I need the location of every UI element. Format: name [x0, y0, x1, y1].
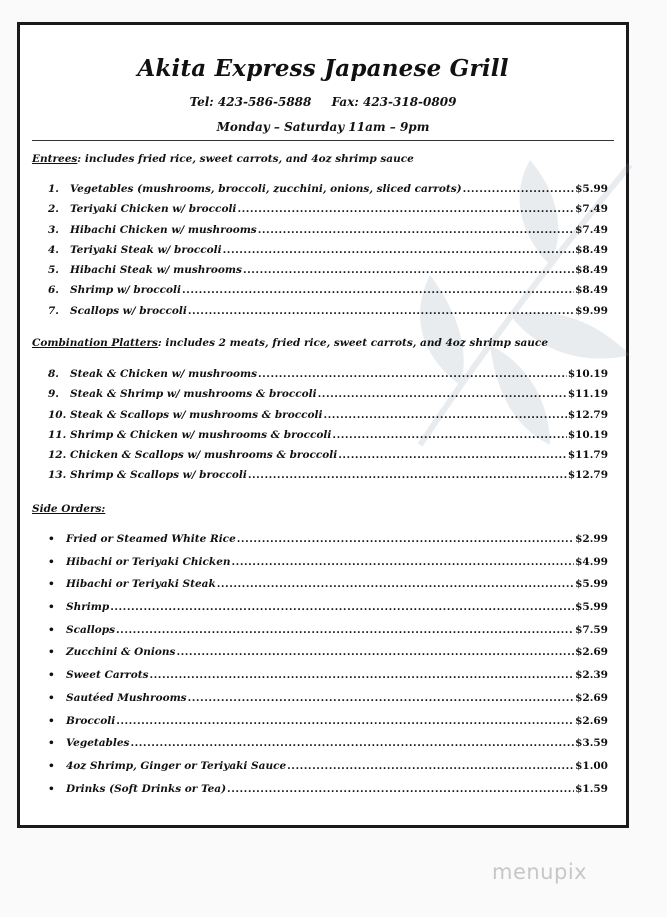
- item-price: $11.79: [567, 449, 608, 462]
- item-number: 11.: [48, 428, 67, 441]
- side-orders-label: Side Orders:: [32, 503, 106, 515]
- bullet-icon: •: [48, 691, 55, 704]
- side-order-item: [48, 646, 608, 669]
- leader-dots: [237, 203, 574, 215]
- leader-dots: [248, 469, 567, 481]
- item-name: Zucchini & Onions: [66, 646, 176, 659]
- leader-dots: [227, 783, 574, 795]
- item-number: 4.: [48, 243, 59, 256]
- entree-item: [48, 224, 608, 244]
- side-order-item: [48, 556, 608, 579]
- item-name: Hibachi Steak w/ mushrooms: [70, 264, 242, 277]
- item-name: Hibachi Chicken w/ mushrooms: [70, 223, 257, 236]
- bullet-icon: •: [48, 623, 55, 636]
- fax-number: Fax: 423-318-0809: [331, 95, 457, 109]
- menupix-watermark: menupix: [492, 860, 588, 884]
- leader-dots: [110, 601, 574, 613]
- bullet-icon: •: [48, 533, 55, 545]
- item-name: Fried or Steamed White Rice: [66, 533, 236, 545]
- item-price: $2.69: [575, 714, 608, 727]
- side-orders-list: [48, 533, 608, 805]
- leader-dots: [217, 578, 574, 590]
- item-price: $4.99: [575, 555, 608, 568]
- bullet-icon: •: [48, 782, 55, 795]
- item-price: $7.59: [575, 623, 608, 636]
- item-price: $9.99: [575, 304, 608, 317]
- side-order-item: [48, 715, 608, 738]
- side-order-item: [48, 533, 608, 556]
- leader-dots: [258, 224, 574, 236]
- item-name: Steak & Scallops w/ mushrooms & broccoli: [70, 408, 323, 421]
- item-price: $12.79: [567, 408, 608, 421]
- item-number: 6.: [48, 284, 59, 297]
- leader-dots: [258, 368, 567, 380]
- item-number: 12.: [48, 449, 67, 462]
- entrees-heading: [32, 153, 414, 165]
- side-order-item: [48, 601, 608, 624]
- item-name: Sautéed Mushrooms: [66, 691, 187, 704]
- item-price: $8.49: [575, 243, 608, 256]
- entree-item: [48, 264, 608, 284]
- entree-item: [48, 244, 608, 264]
- combination-platter-item: [48, 429, 608, 449]
- side-order-item: [48, 578, 608, 601]
- bullet-icon: •: [48, 759, 55, 772]
- leader-dots: [223, 244, 574, 256]
- combination-platter-item: [48, 469, 608, 489]
- item-name: 4oz Shrimp, Ginger or Teriyaki Sauce: [66, 759, 287, 772]
- bullet-icon: •: [48, 737, 55, 750]
- side-order-item: [48, 692, 608, 715]
- combination-platters-heading: [32, 337, 548, 349]
- leader-dots: [323, 409, 566, 421]
- leader-dots: [287, 760, 574, 772]
- item-number: 5.: [48, 264, 59, 277]
- item-price: $12.79: [567, 469, 608, 482]
- leader-dots: [116, 624, 574, 636]
- bullet-icon: •: [48, 646, 55, 659]
- item-price: $2.69: [575, 646, 608, 659]
- item-name: Scallops: [66, 623, 116, 636]
- item-price: $1.59: [575, 782, 608, 795]
- leader-dots: [463, 183, 575, 195]
- combination-platters-label: Combination Platters: [32, 337, 158, 349]
- item-price: $2.69: [575, 691, 608, 704]
- leader-dots: [116, 715, 574, 727]
- item-name: Chicken & Scallops w/ mushrooms & broccoli: [70, 449, 338, 462]
- item-price: $1.00: [575, 759, 608, 772]
- leader-dots: [188, 305, 574, 317]
- item-price: $3.59: [575, 737, 608, 750]
- item-number: 3.: [48, 223, 59, 236]
- entree-item: [48, 203, 608, 223]
- entree-item: [48, 183, 608, 203]
- side-order-item: [48, 783, 608, 806]
- item-name: Steak & Shrimp w/ mushrooms & broccoli: [70, 388, 317, 401]
- leader-dots: [237, 533, 574, 545]
- combination-platter-item: [48, 388, 608, 408]
- bullet-icon: •: [48, 555, 55, 568]
- item-name: Shrimp & Scallops w/ broccoli: [70, 469, 247, 482]
- combination-platters-description: : includes 2 meats, fried rice, sweet carrots, and 4oz shrimp sauce: [157, 337, 549, 349]
- item-price: $8.49: [575, 284, 608, 297]
- bullet-icon: •: [48, 714, 55, 727]
- leader-dots: [188, 692, 575, 704]
- item-name: Vegetables: [66, 737, 130, 750]
- item-name: Hibachi or Teriyaki Steak: [66, 578, 216, 591]
- item-number: 8.: [48, 368, 59, 380]
- combination-platter-item: [48, 449, 608, 469]
- entrees-list: [48, 183, 608, 325]
- leader-dots: [182, 284, 574, 296]
- item-name: Drinks (Soft Drinks or Tea): [66, 782, 227, 795]
- leader-dots: [243, 264, 574, 276]
- item-name: Sweet Carrots: [66, 669, 149, 682]
- item-price: $5.99: [575, 578, 608, 591]
- combination-platters-list: [48, 368, 608, 490]
- item-price: $7.49: [575, 203, 608, 216]
- header-divider: [32, 140, 614, 141]
- item-price: $8.49: [575, 264, 608, 277]
- item-name: Teriyaki Chicken w/ broccoli: [70, 203, 237, 216]
- item-price: $2.39: [575, 669, 608, 682]
- item-number: 9.: [48, 388, 59, 401]
- leader-dots: [338, 449, 567, 461]
- bullet-icon: •: [48, 601, 55, 614]
- entrees-description: : includes fried rice, sweet carrots, and 4oz shrimp sauce: [77, 153, 414, 165]
- combination-platter-item: [48, 409, 608, 429]
- item-name: Shrimp w/ broccoli: [70, 284, 182, 297]
- side-order-item: [48, 669, 608, 692]
- item-name: Vegetables (mushrooms, broccoli, zucchini, onions, sliced carrots): [70, 183, 462, 195]
- contact-line: [20, 95, 626, 109]
- leader-dots: [130, 737, 574, 749]
- combination-platter-item: [48, 368, 608, 388]
- menu-frame: [17, 22, 629, 828]
- item-name: Shrimp: [66, 601, 110, 614]
- leader-dots: [176, 646, 574, 658]
- item-price: $5.99: [575, 601, 608, 614]
- item-price: $11.19: [567, 388, 608, 401]
- side-orders-heading: [32, 503, 105, 515]
- restaurant-title: Akita Express Japanese Grill: [137, 55, 509, 82]
- bullet-icon: •: [48, 669, 55, 682]
- bullet-icon: •: [48, 578, 55, 591]
- item-price: $7.49: [575, 223, 608, 236]
- item-number: 1.: [48, 183, 59, 195]
- leader-dots: [232, 556, 575, 568]
- side-order-item: [48, 737, 608, 760]
- entree-item: [48, 305, 608, 325]
- item-price: $10.19: [567, 368, 608, 380]
- item-name: Scallops w/ broccoli: [70, 304, 187, 317]
- opening-hours: Monday – Saturday 11am – 9pm: [216, 120, 430, 134]
- telephone-number: Tel: 423-586-5888: [189, 95, 312, 109]
- item-price: $10.19: [567, 428, 608, 441]
- item-number: 7.: [48, 304, 59, 317]
- leader-dots: [332, 429, 566, 441]
- item-number: 13.: [48, 469, 67, 482]
- leader-dots: [318, 388, 567, 400]
- item-price: $5.99: [575, 183, 608, 195]
- item-number: 2.: [48, 203, 59, 216]
- item-name: Broccoli: [66, 714, 116, 727]
- side-order-item: [48, 624, 608, 647]
- item-number: 10.: [48, 408, 67, 421]
- leader-dots: [149, 669, 574, 681]
- entree-item: [48, 284, 608, 304]
- entrees-label: Entrees: [32, 153, 78, 165]
- item-name: Hibachi or Teriyaki Chicken: [66, 555, 231, 568]
- item-name: Teriyaki Steak w/ broccoli: [70, 243, 222, 256]
- item-name: Shrimp & Chicken w/ mushrooms & broccoli: [70, 428, 332, 441]
- item-price: $2.99: [575, 533, 608, 545]
- side-order-item: [48, 760, 608, 783]
- item-name: Steak & Chicken w/ mushrooms: [70, 368, 257, 380]
